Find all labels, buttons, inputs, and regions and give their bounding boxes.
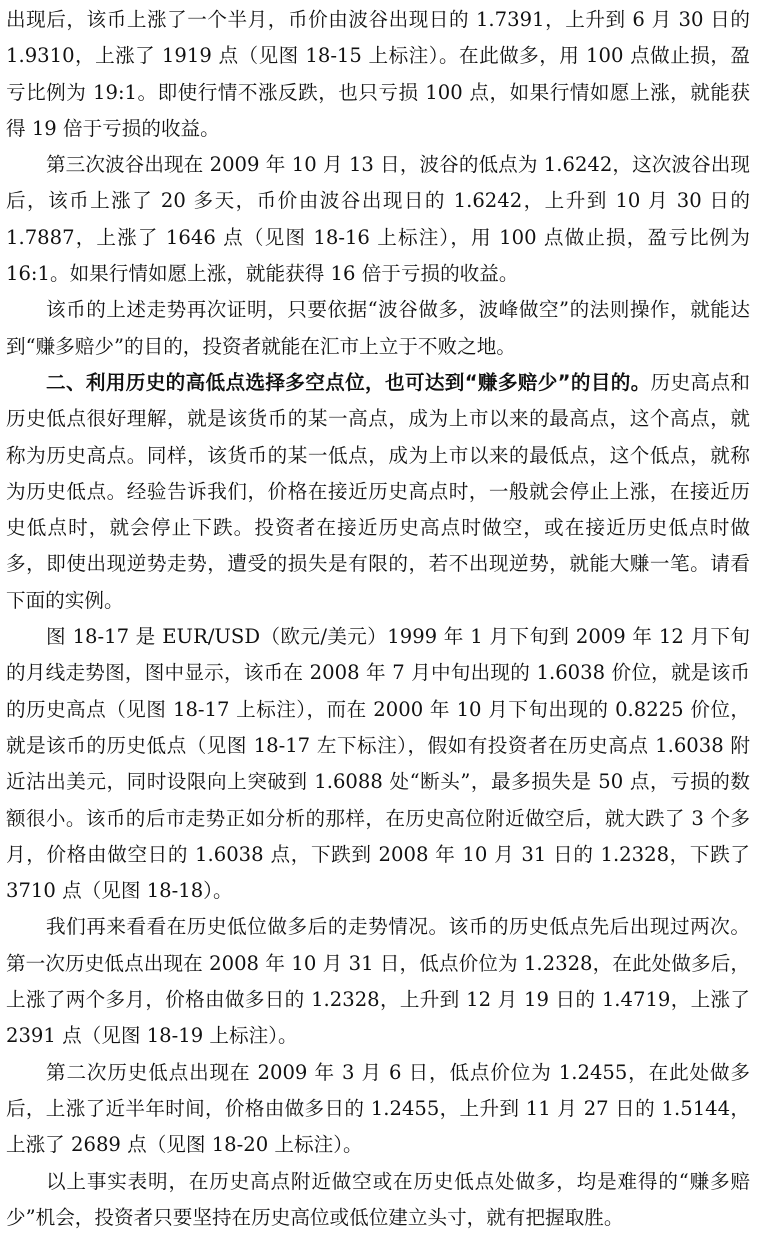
paragraph-first-historical-low: 我们再来看看在历史低位做多后的走势情况。该币的历史低点先后出现过两次。第一次历史低点出现在 2008 年 10 月 31 日，低点价位为 1.2328，在此处做多后，上涨了两个多月，价格由做多日的 1.2328，上升到 12 月 19 日的 1.4719，上涨了 2391 点（见图 18-19 上标注）。 (6, 909, 750, 1054)
paragraph-historical-extremes (6, 365, 750, 619)
paragraph-second-historical-low: 第二次历史低点出现在 2009 年 3 月 6 日，低点价位为 1.2455，在此处做多后，上涨了近半年时间，价格由做多日的 1.2455，上升到 11 月 27 日的 1.5144，上涨了 2689 点（见图 18-20 上标注）。 (6, 1055, 750, 1164)
paragraph-trend-proof: 该币的上述走势再次证明，只要依据“波谷做多，波峰做空”的法则操作，就能达到“赚多赔少”的目的，投资者就能在汇市上立于不败之地。 (6, 292, 750, 365)
paragraph-continuation: 出现后，该币上涨了一个半月，币价由波谷出现日的 1.7391，上升到 6 月 30 日的 1.9310，上涨了 1919 点（见图 18-15 上标注）。在此做多，用 100 点做止损，盈亏比例为 19:1。即使行情不涨反跌，也只亏损 100 点，如果行情如愿上涨，就能获得 19 倍于亏损的收益。 (6, 2, 750, 147)
paragraph-conclusion: 以上事实表明，在历史高点附近做空或在历史低点处做多，均是难得的“赚多赔少”机会，投资者只要坚持在历史高位或低位建立头寸，就有把握取胜。 (6, 1164, 750, 1236)
section-heading: 二、利用历史的高低点选择多空点位，也可达到“赚多赔少”的目的。 (46, 371, 651, 394)
document-page (6, 2, 750, 1236)
paragraph-third-trough: 第三次波谷出现在 2009 年 10 月 13 日，波谷的低点为 1.6242，这次波谷出现后，该币上涨了 20 多天，币价由波谷出现日的 1.6242，上升到 10 月 30 日的 1.7887，上涨了 1646 点（见图 18-16 上标注），用 100 点做止损，盈亏比例为 16:1。如果行情如愿上涨，就能获得 16 倍于亏损的收益。 (6, 147, 750, 292)
paragraph-figure-18-17: 图 18-17 是 EUR/USD（欧元/美元）1999 年 1 月下旬到 2009 年 12 月下旬的月线走势图，图中显示，该币在 2008 年 7 月中旬出现的 1.6038 价位，就是该币的历史高点（见图 18-17 上标注），而在 2000 年 10 月下旬出现的 0.8225 价位，就是该币的历史低点（见图 18-17 左下标注），假如有投资者在历史高点 1.6038 附近沽出美元，同时设限向上突破到 1.6088 处“断头”，最多损失是 50 点，亏损的数额很小。该币的后市走势正如分析的那样，在历史高位附近做空后，就大跌了 3 个多月，价格由做空日的 1.6038 点，下跌到 2008 年 10 月 31 日的 1.2328，下跌了 3710 点（见图 18-18）。 (6, 619, 750, 909)
section-heading-body: 历史高点和历史低点很好理解，就是该货币的某一高点，成为上市以来的最高点，这个高点，就称为历史高点。同样，该货币的某一低点，成为上市以来的最低点，这个低点，就称为历史低点。经验告诉我们，价格在接近历史高点时，一般就会停止上涨，在接近历史低点时，就会停止下跌。投资者在接近历史高点时做空，或在接近历史低点时做多，即使出现逆势走势，遭受的损失是有限的，若不出现逆势，就能大赚一笔。请看下面的实例。 (6, 371, 750, 612)
